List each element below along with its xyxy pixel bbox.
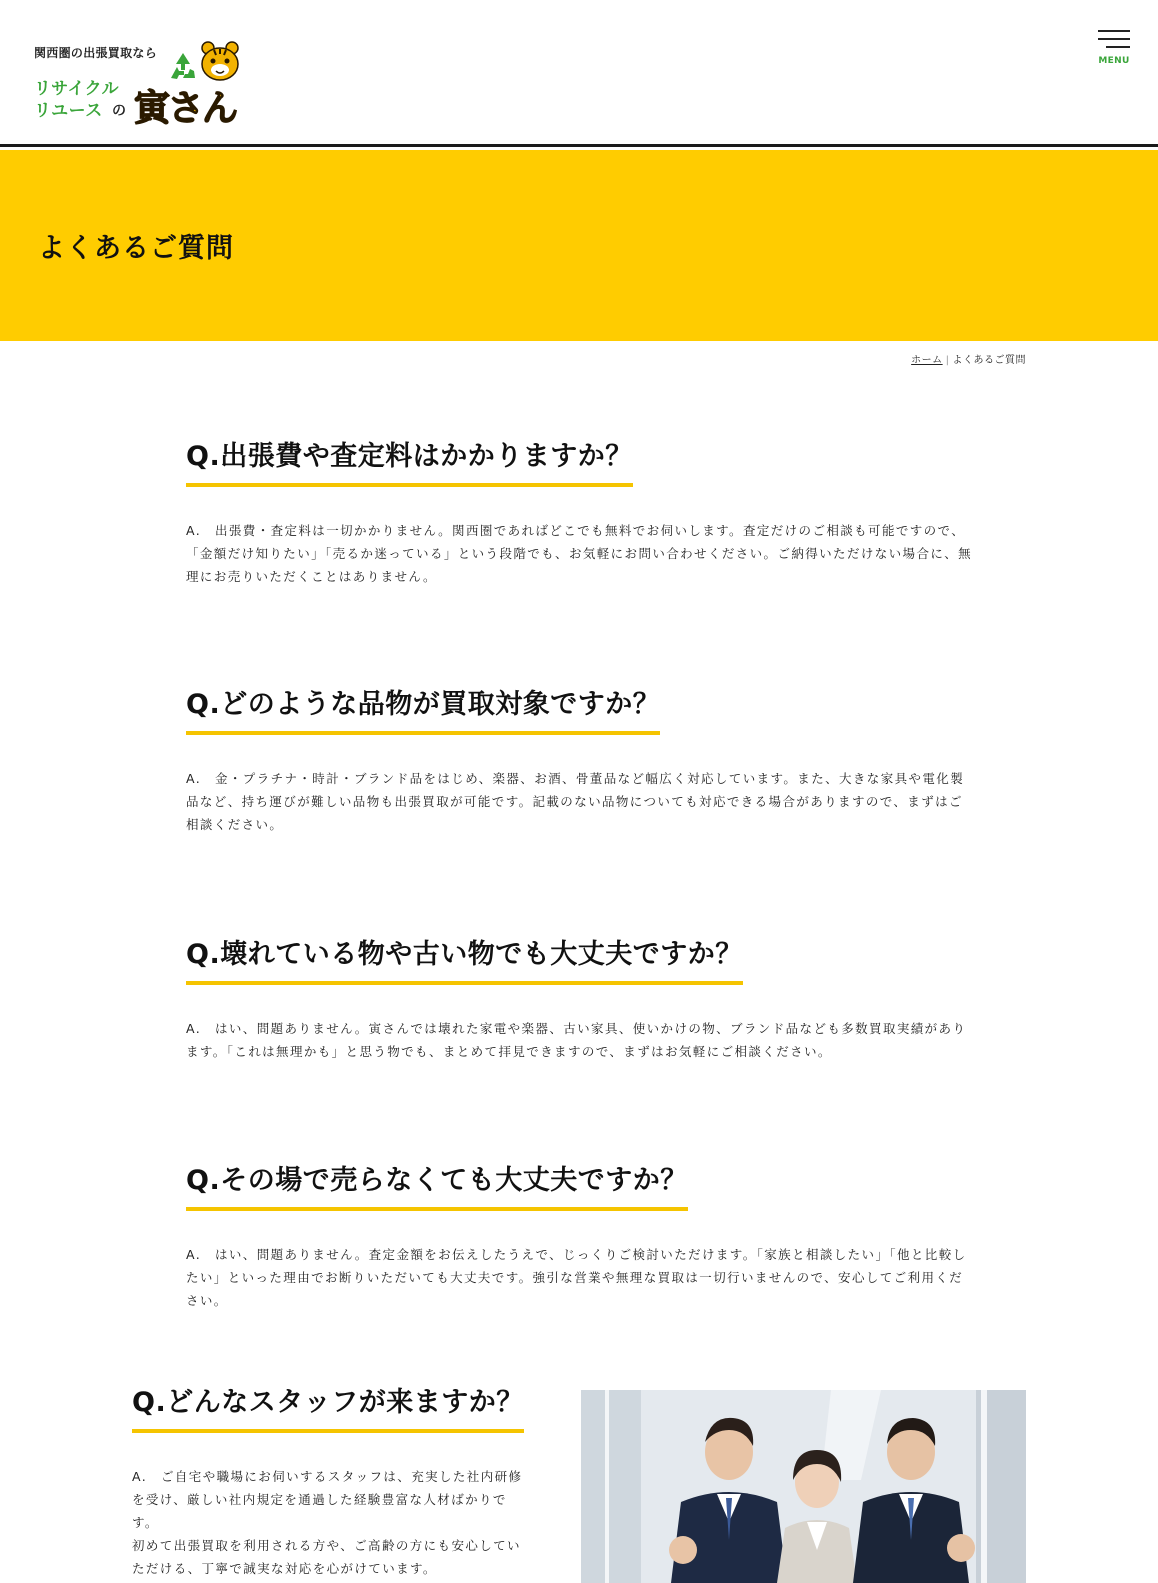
- faq-item: [186, 434, 976, 588]
- logo-tagline: 関西圏の出張買取なら: [34, 46, 158, 60]
- hamburger-icon-bar: [1098, 38, 1130, 40]
- logo-line1: リサイクル: [34, 79, 120, 99]
- faq-answer: A. はい、問題ありません。査定金額をお伝えしたうえで、じっくりご検討いただけます。「家族と相談したい」「他と比較したい」といった理由でお断りいただいても大丈夫です。強引な営業や無理な買取は一切行いませんので、安心してご利用ください。: [186, 1247, 967, 1308]
- faq-question: Q.出張費や査定料はかかりますか？: [186, 434, 633, 487]
- logo-brand: 寅さん: [134, 88, 237, 129]
- breadcrumb-home-link[interactable]: ホーム: [911, 355, 943, 366]
- site-header: [0, 0, 1158, 147]
- faq-question: Q.その場で売らなくても大丈夫ですか？: [186, 1158, 688, 1211]
- faq-answer: A. はい、問題ありません。寅さんでは壊れた家電や楽器、古い家具、使いかけの物、ブランド品なども多数買取実績があります。「これは無理かも」と思う物でも、まとめて拝見できますので、まずはお気軽にご相談ください。: [186, 1021, 967, 1059]
- site-logo[interactable]: [34, 36, 254, 129]
- faq-item: [186, 1158, 976, 1312]
- faq-item: [186, 932, 976, 1063]
- faq-answer: [132, 1465, 532, 1580]
- page-title: よくあるご質問: [38, 233, 234, 264]
- faq-item: [186, 682, 976, 836]
- faq-question: Q.壊れている物や古い物でも大丈夫ですか？: [186, 932, 743, 985]
- logo-line2: リユース: [34, 101, 103, 121]
- menu-label: MENU: [1098, 56, 1130, 66]
- staff-photo-illustration: [581, 1390, 1026, 1583]
- breadcrumb: [911, 351, 1026, 366]
- logo-particle: の: [112, 103, 126, 119]
- hamburger-icon-bar: [1106, 46, 1130, 48]
- faq-answer: A. 出張費・査定料は一切かかりません。関西圏であればどこでも無料でお伺いします。査定だけのご相談も可能ですので、「金額だけ知りたい」「売るか迷っている」という段階でも、お気軽にお問い合わせください。ご納得いただけない場合に、無理にお売りいただくことはありません。: [186, 523, 973, 584]
- breadcrumb-current: よくあるご質問: [952, 355, 1026, 366]
- faq-item: [132, 1380, 532, 1580]
- faq-answer-line: A. ご自宅や職場にお伺いするスタッフは、充実した社内研修を受け、厳しい社内規定を通過した経験豊富な人材ばかりです。: [132, 1469, 523, 1530]
- faq-answer: A. 金・プラチナ・時計・ブランド品をはじめ、楽器、お酒、骨董品など幅広く対応しています。また、大きな家具や電化製品など、持ち運びが難しい品物も出張買取が可能です。記載のない品物についても対応できる場合がありますので、まずはご相談ください。: [186, 771, 965, 832]
- faq-answer-line: 初めて出張買取を利用される方や、ご高齢の方にも安心していただける、丁寧で誠実な対応を心がけています。: [132, 1538, 521, 1576]
- faq-question: Q.どのような品物が買取対象ですか？: [186, 682, 660, 735]
- hamburger-icon-bar: [1098, 30, 1130, 32]
- page-hero: [0, 150, 1158, 341]
- breadcrumb-separator: |: [945, 355, 950, 366]
- staff-photo: [581, 1390, 1026, 1583]
- menu-button[interactable]: [1094, 26, 1134, 70]
- faq-question: Q.どんなスタッフが来ますか？: [132, 1380, 524, 1433]
